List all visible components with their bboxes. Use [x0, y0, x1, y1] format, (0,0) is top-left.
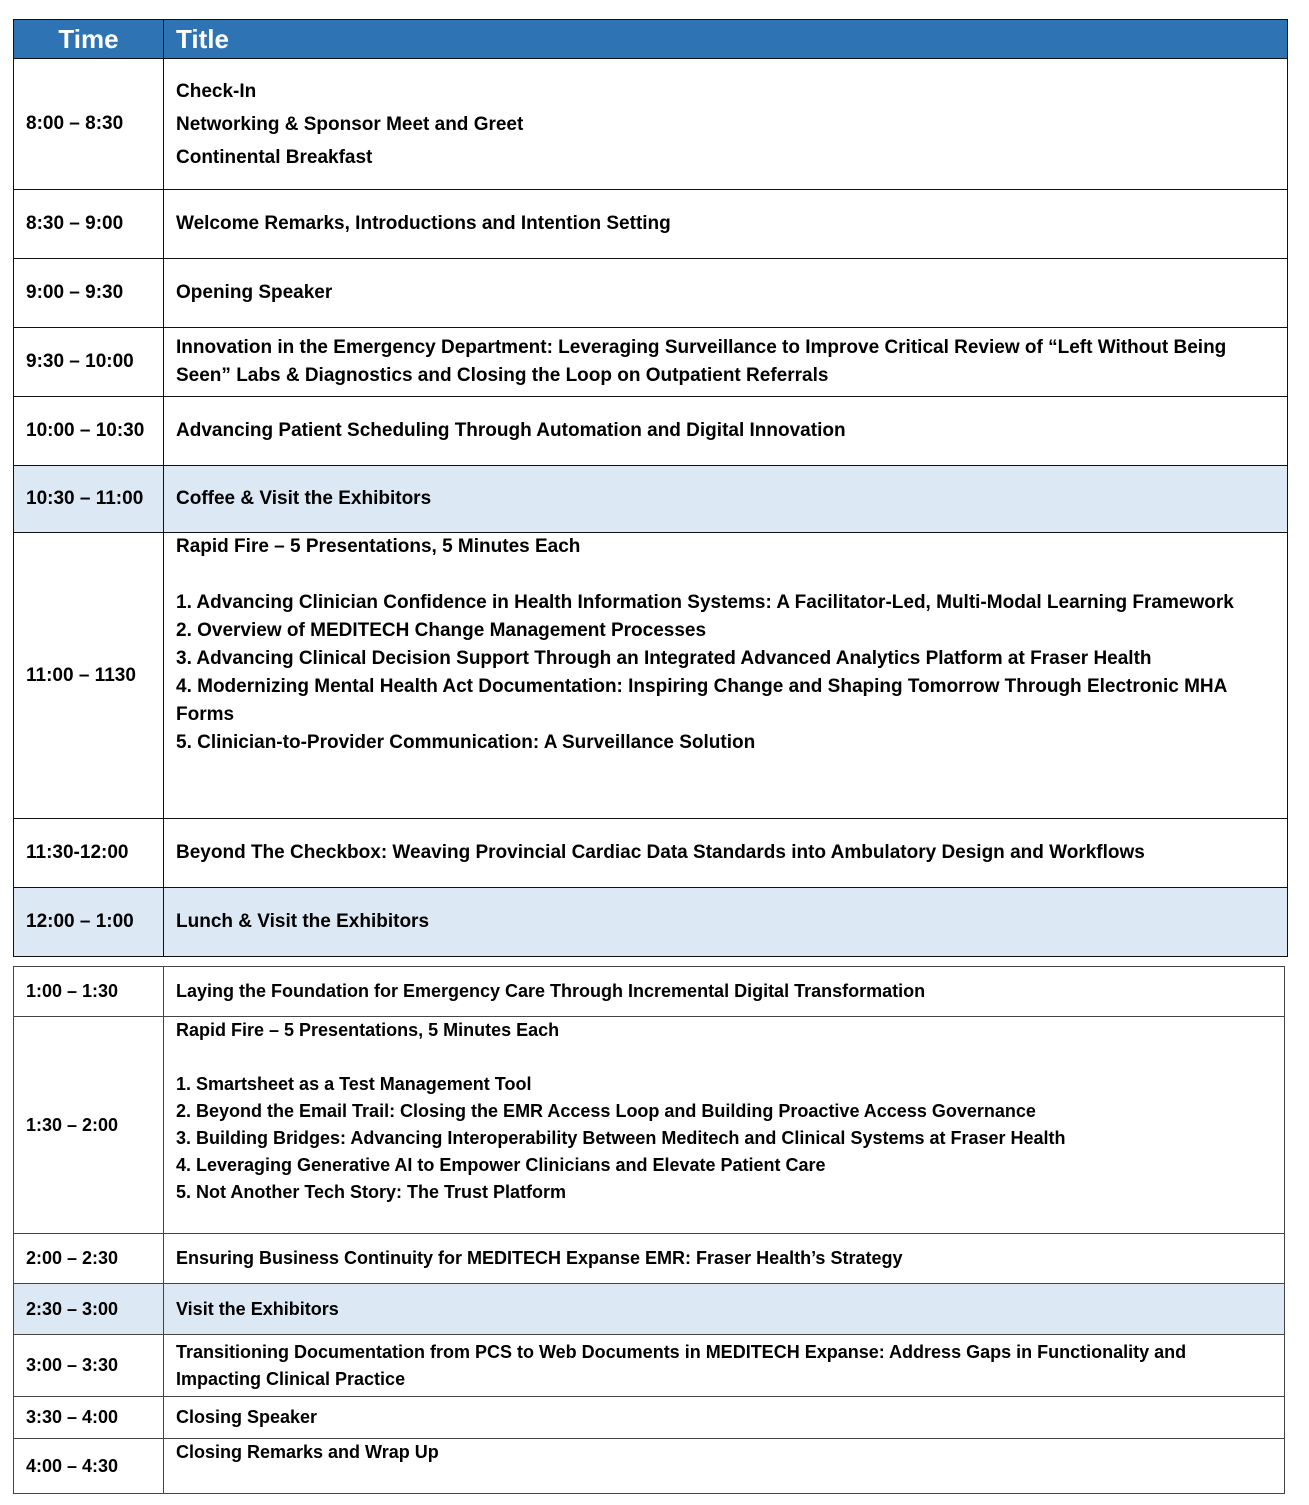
agenda-row: [14, 1234, 1285, 1284]
title-cell: [164, 59, 1288, 190]
time-cell: 4:00 – 4:30: [14, 1439, 164, 1494]
presentation-item: 5. Not Another Tech Story: The Trust Platform: [176, 1182, 567, 1202]
time-cell: 1:00 – 1:30: [14, 967, 164, 1017]
time-cell: 11:00 – 1130: [14, 533, 164, 819]
time-cell: 9:00 – 9:30: [14, 259, 164, 328]
agenda-row: [14, 1335, 1285, 1397]
title-cell: [164, 328, 1288, 397]
time-cell: 8:30 – 9:00: [14, 190, 164, 259]
agenda-row: [14, 466, 1288, 533]
session-title: Welcome Remarks, Introductions and Intention Setting: [176, 213, 671, 234]
session-title: Opening Speaker: [176, 282, 333, 303]
session-title: Advancing Patient Scheduling Through Automation and Digital Innovation: [176, 420, 846, 441]
presentation-item: 5. Clinician-to-Provider Communication: A Surveillance Solution: [176, 732, 756, 753]
agenda-table-morning: [13, 19, 1288, 957]
time-cell: 3:30 – 4:00: [14, 1397, 164, 1439]
session-title: Check-In: [176, 80, 257, 102]
presentation-item: 1. Advancing Clinician Confidence in Health Information Systems: A Facilitator-Led, Multi-Modal Learning Framework: [176, 592, 1234, 613]
session-title: Innovation in the Emergency Department: Leveraging Surveillance to Improve Critical Review of “Left Without Being Seen” Labs & Diagnostics and Closing the Loop on Outpatient Referrals: [176, 337, 1227, 386]
header-title: Title: [164, 20, 1288, 59]
title-cell: [164, 190, 1288, 259]
session-title: Laying the Foundation for Emergency Care Through Incremental Digital Transformation: [176, 981, 926, 1001]
time-cell: 10:30 – 11:00: [14, 466, 164, 533]
agenda-row: [14, 59, 1288, 190]
presentation-item: 2. Overview of MEDITECH Change Management Processes: [176, 620, 707, 641]
rapid-fire-intro: Rapid Fire – 5 Presentations, 5 Minutes Each: [176, 1020, 560, 1040]
session-title: Beyond The Checkbox: Weaving Provincial Cardiac Data Standards into Ambulatory Design and Workflows: [176, 842, 1145, 863]
session-title: Coffee & Visit the Exhibitors: [176, 488, 432, 509]
agenda-table-afternoon: [13, 966, 1285, 1494]
session-title: Ensuring Business Continuity for MEDITECH Expanse EMR: Fraser Health’s Strategy: [176, 1248, 903, 1268]
session-title: Closing Speaker: [176, 1407, 318, 1427]
time-cell: 3:00 – 3:30: [14, 1335, 164, 1397]
title-cell: [164, 1234, 1285, 1284]
time-cell: 8:00 – 8:30: [14, 59, 164, 190]
time-cell: 11:30-12:00: [14, 819, 164, 888]
agenda-row: [14, 533, 1288, 819]
presentation-item: 1. Smartsheet as a Test Management Tool: [176, 1074, 532, 1094]
title-cell: [164, 466, 1288, 533]
session-title: Networking & Sponsor Meet and Greet: [176, 113, 524, 135]
agenda-row: [14, 1284, 1285, 1335]
agenda-row: [14, 1017, 1285, 1234]
title-cell: [164, 533, 1288, 819]
session-title: Closing Remarks and Wrap Up: [176, 1442, 439, 1462]
agenda-row: [14, 819, 1288, 888]
title-cell: [164, 397, 1288, 466]
presentation-item: 3. Advancing Clinical Decision Support Through an Integrated Advanced Analytics Platform at Fraser Health: [176, 648, 1152, 669]
time-cell: 9:30 – 10:00: [14, 328, 164, 397]
session-title: Transitioning Documentation from PCS to Web Documents in MEDITECH Expanse: Address Gaps in Functionality and Impacting Clinical Practice: [176, 1341, 1187, 1389]
title-cell: [164, 1439, 1285, 1494]
time-cell: 12:00 – 1:00: [14, 888, 164, 957]
agenda-row: [14, 190, 1288, 259]
time-cell: 2:00 – 2:30: [14, 1234, 164, 1284]
time-cell: 2:30 – 3:00: [14, 1284, 164, 1335]
header-time: Time: [14, 20, 164, 59]
presentation-item: 4. Modernizing Mental Health Act Documentation: Inspiring Change and Shaping Tomorrow Through Electronic MHA Forms: [176, 676, 1227, 725]
session-title: Continental Breakfast: [176, 146, 373, 168]
session-title: Visit the Exhibitors: [176, 1298, 339, 1319]
session-title: Lunch & Visit the Exhibitors: [176, 911, 430, 932]
presentation-item: 2. Beyond the Email Trail: Closing the EMR Access Loop and Building Proactive Access Governance: [176, 1101, 1036, 1121]
title-cell: [164, 1335, 1285, 1397]
title-cell: [164, 967, 1285, 1017]
agenda-row: [14, 888, 1288, 957]
title-cell: [164, 1284, 1285, 1335]
title-cell: [164, 1017, 1285, 1234]
agenda-row: [14, 967, 1285, 1017]
agenda-row: [14, 1397, 1285, 1439]
presentation-item: 4. Leveraging Generative AI to Empower Clinicians and Elevate Patient Care: [176, 1155, 826, 1175]
header-row: [14, 20, 1288, 59]
agenda-row: [14, 1439, 1285, 1494]
title-cell: [164, 819, 1288, 888]
rapid-fire-intro: Rapid Fire – 5 Presentations, 5 Minutes Each: [176, 536, 581, 557]
title-cell: [164, 259, 1288, 328]
time-cell: 1:30 – 2:00: [14, 1017, 164, 1234]
agenda-row: [14, 259, 1288, 328]
agenda-row: [14, 397, 1288, 466]
title-cell: [164, 888, 1288, 957]
agenda-row: [14, 328, 1288, 397]
title-cell: [164, 1397, 1285, 1439]
presentation-item: 3. Building Bridges: Advancing Interoperability Between Meditech and Clinical Systems at Fraser Health: [176, 1128, 1066, 1148]
time-cell: 10:00 – 10:30: [14, 397, 164, 466]
